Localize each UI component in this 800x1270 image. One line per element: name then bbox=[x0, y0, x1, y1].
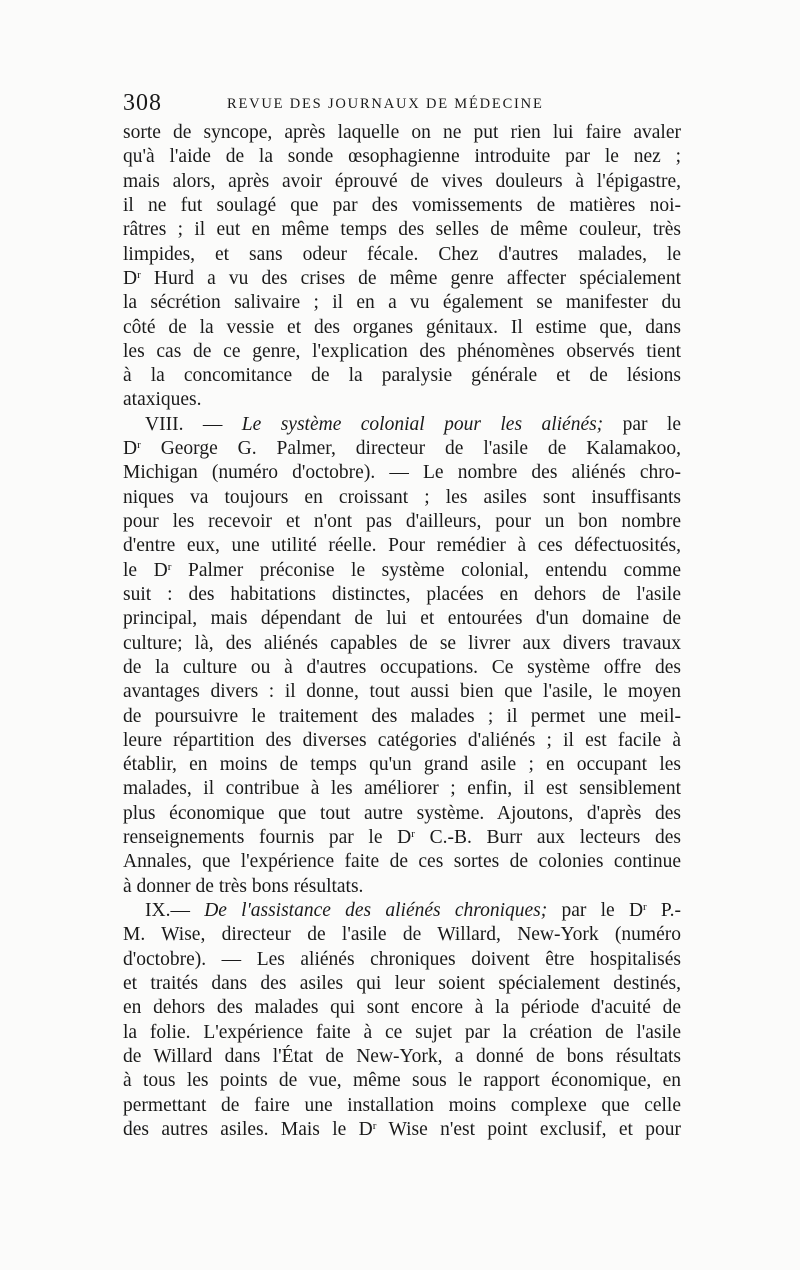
text-line: ataxiques. bbox=[123, 389, 202, 411]
text-line: la sécrétion salivaire ; il en a vu également se manifester du bbox=[123, 292, 681, 314]
text-line: permettant de faire une installation moins complexe que celle bbox=[123, 1094, 681, 1116]
section-heading-line: VIII. — Le système colonial pour les aliénés; par le bbox=[145, 413, 681, 435]
article-title: De l'assistance des aliénés chroniques; bbox=[204, 900, 548, 921]
text-line: leure répartition des diverses catégories d'aliénés ; il est facile à bbox=[123, 729, 681, 751]
text-line: qu'à l'aide de la sonde œsophagienne introduite par le nez ; bbox=[123, 146, 681, 168]
text-line: niques va toujours en croissant ; les asiles sont insuffisants bbox=[123, 486, 681, 508]
text-line: le $D^r$ Palmer préconise le système colonial, entendu comme bbox=[123, 559, 681, 581]
running-title: REVUE DES JOURNAUX DE MÉDECINE bbox=[227, 96, 544, 112]
body-text bbox=[123, 121, 681, 1142]
text-line: culture; là, des aliénés capables de se livrer aux divers travaux bbox=[123, 632, 681, 654]
text-line: mais alors, après avoir éprouvé de vives douleurs à l'épigastre, bbox=[123, 170, 681, 192]
text-line: établir, en moins de temps qu'un grand asile ; en occupant les bbox=[123, 754, 681, 776]
paragraph-1 bbox=[123, 121, 681, 413]
text-line: en dehors des malades qui sont encore à la période d'acuité de bbox=[123, 997, 681, 1019]
text-line: de poursuivre le traitement des malades ; il permet une meil- bbox=[123, 705, 681, 727]
text-line: suit : des habitations distinctes, placées en dehors de l'asile bbox=[123, 583, 681, 605]
text-line: à la concomitance de la paralysie générale et de lésions bbox=[123, 365, 681, 387]
text-line: et traités dans des asiles qui leur soient spécialement destinés, bbox=[123, 972, 681, 994]
text-line: sorte de syncope, après laquelle on ne put rien lui faire avaler bbox=[123, 122, 681, 143]
text-line: renseignements fournis par le $D^r$ C.-B. Burr aux lecteurs des bbox=[123, 827, 681, 849]
paragraph-2 bbox=[123, 413, 681, 899]
text-fragment: par le bbox=[622, 413, 681, 435]
page-number: 308 bbox=[123, 90, 162, 116]
text-line: d'entre eux, une utilité réelle. Pour remédier à ces défectuosités, bbox=[123, 535, 681, 557]
text-line: Michigan (numéro d'octobre). — Le nombre des aliénés chro- bbox=[123, 462, 681, 484]
section-heading-line bbox=[123, 899, 681, 923]
text-line: râtres ; il eut en même temps des selles de même couleur, très bbox=[123, 219, 681, 241]
paragraph-3 bbox=[123, 899, 681, 1142]
text-fragment: par le $D^r$ P.- bbox=[561, 900, 681, 921]
text-line: avantages divers : il donne, tout aussi bien que l'asile, le moyen bbox=[123, 681, 681, 703]
section-number: IX.— bbox=[145, 900, 190, 921]
text-line: de la culture ou à d'autres occupations. Ce système offre des bbox=[123, 656, 681, 678]
text-line: côté de la vessie et des organes génitaux. Il estime que, dans bbox=[123, 316, 681, 338]
text-line: limpides, et sans odeur fécale. Chez d'autres malades, le bbox=[123, 243, 681, 265]
text-line: pour les recevoir et n'ont pas d'ailleurs, pour un bon nombre bbox=[123, 511, 681, 532]
text-line: il ne fut soulagé que par des vomissements de matières noi- bbox=[123, 194, 681, 216]
text-line: à donner de très bons résultats. bbox=[123, 875, 364, 897]
text-line: d'octobre). — Les aliénés chroniques doivent être hospitalisés bbox=[123, 948, 681, 970]
page-header bbox=[123, 88, 681, 118]
article-title: Le système colonial pour les aliénés; bbox=[241, 413, 604, 435]
text-line: la folie. L'expérience faite à ce sujet par la création de l'asile bbox=[123, 1021, 681, 1043]
text-line: $D^r$ George G. Palmer, directeur de l'asile de Kalamakoo, bbox=[123, 438, 681, 460]
text-line: les cas de ce genre, l'explication des phénomènes observés tient bbox=[123, 340, 681, 362]
text-line: Annales, que l'expérience faite de ces sortes de colonies continue bbox=[123, 851, 681, 873]
text-line: principal, mais dépendant de lui et entourées d'un domaine de bbox=[123, 608, 681, 630]
text-line: M. Wise, directeur de l'asile de Willard, New-York (numéro bbox=[123, 924, 681, 946]
text-line: à tous les points de vue, même sous le rapport économique, en bbox=[123, 1070, 681, 1092]
text-line: plus économique que tout autre système. Ajoutons, d'après des bbox=[123, 802, 681, 824]
text-line: malades, il contribue à les améliorer ; enfin, il est sensiblement bbox=[123, 778, 681, 800]
section-number: VIII. bbox=[145, 413, 184, 435]
text-line: des autres asiles. Mais le $D^r$ Wise n'est point exclusif, et pour bbox=[123, 1118, 681, 1140]
text-line: de Willard dans l'État de New-York, a donné de bons résultats bbox=[123, 1045, 681, 1067]
text-line: $D^r$ Hurd a vu des crises de même genre affecter spécialement bbox=[123, 267, 681, 289]
